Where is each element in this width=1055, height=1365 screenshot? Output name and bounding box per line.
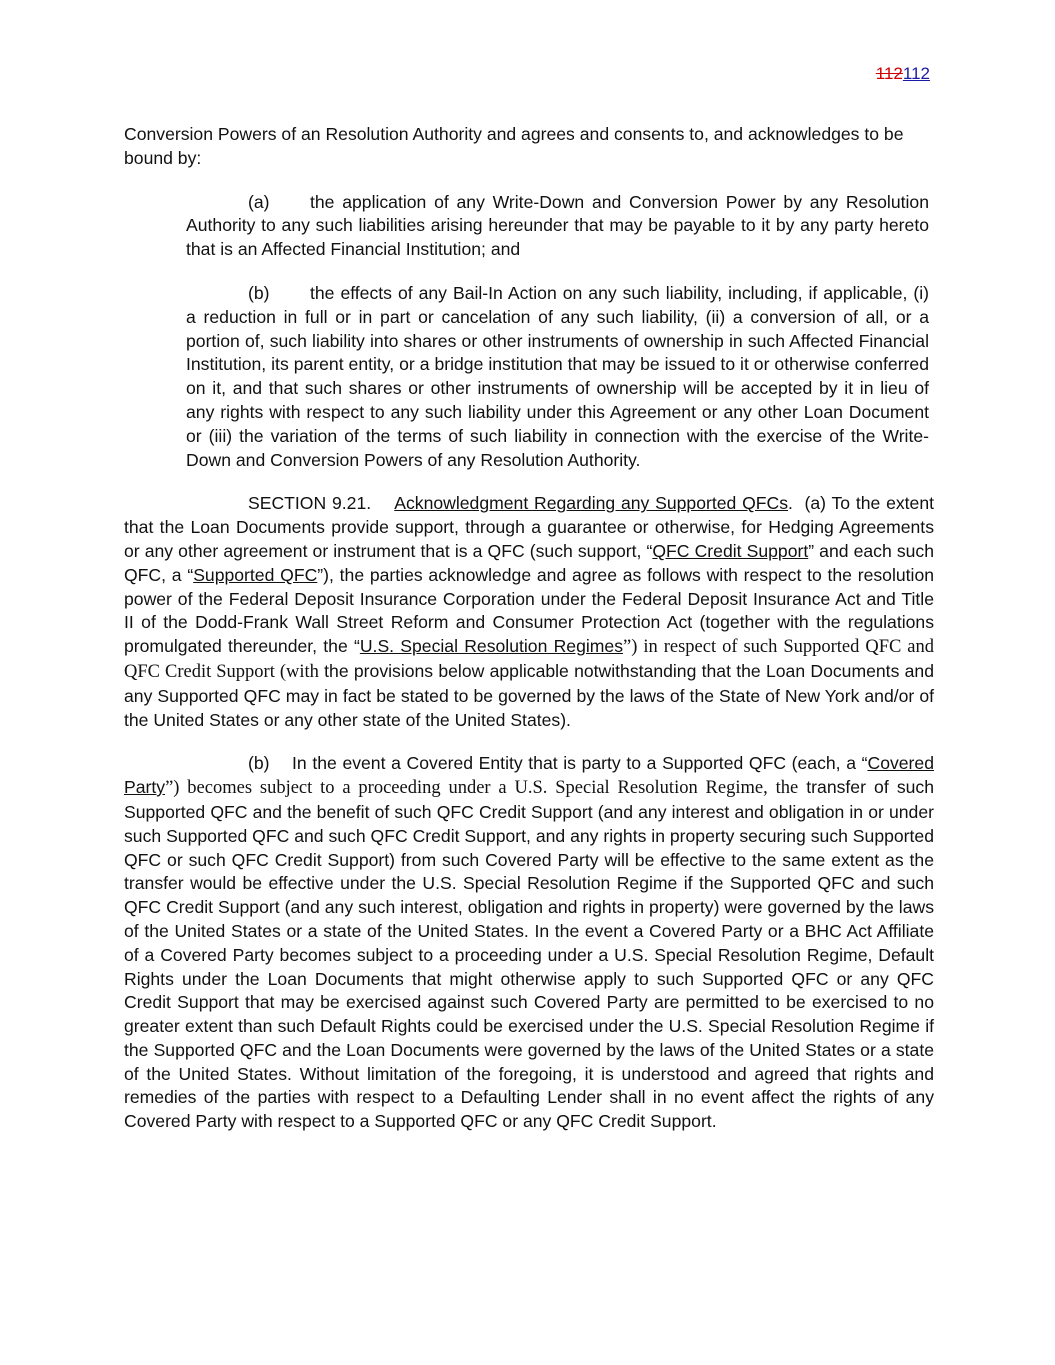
sub-b-text-2: ”) becomes subject to a proceeding under a U.S. Special Resolution Regime, the (165, 778, 799, 799)
sub-a-label: (a) (804, 493, 826, 514)
sub-b-label: (b) (248, 753, 270, 774)
sub-b-text-1: In the event a Covered Entity that is party to a Supported QFC (each, a “ (292, 753, 868, 774)
sub-a-text-1: To the extent that the Loan Documents provide support, through a guarantee or otherwise, for Hedging Agreements or any other agreement or instrument that is a QFC (such support, “ (124, 493, 934, 561)
section-heading-period: . (788, 493, 793, 514)
item-a-paragraph (186, 191, 929, 262)
page-number (876, 63, 930, 85)
document-body (124, 123, 934, 1154)
sub-a-text-2: ” and each such QFC, a “ (124, 540, 934, 585)
sub-a-text-3: ”), the parties acknowledge and agree as follows with respect to the resolution power of the Federal Deposit Insurance Corporation under the Federal Deposit Insurance Act and Title II of the Dodd-Frank Wall Street Reform and Consumer Protection Act (together with the regulations promulgated thereunder, the “ (124, 564, 935, 657)
defined-term-us-special-resolution-regimes: U.S. Special Resolution Regimes (359, 636, 624, 657)
page-number-inserted: 112 (902, 64, 930, 83)
sub-b-text-3: transfer of such Supported QFC and the benefit of such QFC Credit Support (and any interest and obligation in or under such Supported QFC and such QFC Credit Support, and any rights in property securing such Supported QFC or such QFC Credit Support) from such Covered Party will be effective to the same extent as the transfer would be effective under the U.S. Special Resolution Regime if the Supported QFC and such QFC Credit Support (and any such interest, obligation and rights in property) were governed by the laws of the United States or a state of the United States. In the event a Covered Party or a BHC Act Affiliate of a Covered Party becomes subject to a proceeding under a U.S. Special Resolution Regime, Default Rights under the Loan Documents that might otherwise apply to such Supported QFC or any QFC Credit Support that may be exercised against such Covered Party are permitted to be exercised to no greater extent than such Default Rights could be exercised under the U.S. Special Resolution Regime if the Supported QFC and the Loan Documents were governed by the laws of the United States or a state of the United States. Without limitation of the foregoing, it is understood and agreed that rights and remedies of the parties with respect to a Defaulting Lender shall in no event affect the rights of any Covered Party with respect to a Supported QFC or any QFC Credit Support. (124, 777, 934, 1132)
section-number: SECTION 9.21. (248, 493, 372, 514)
section-9-21-paragraph-a (124, 492, 934, 732)
item-b-paragraph (186, 282, 929, 472)
item-b-label: (b) (248, 282, 270, 303)
sub-a-text-5: the provisions below applicable notwithstanding that the Loan Documents and any Supported QFC may in fact be stated to be governed by the laws of the State of New York and/or of the United States or any other state of the United States). (124, 660, 934, 730)
section-heading: Acknowledgment Regarding any Supported QFCs (394, 493, 789, 514)
item-a-text: the application of any Write-Down and Conversion Power by any Resolution Authority to any such liabilities arising hereunder that may be payable to it by any party hereto that is an Affected Financial Institution; and (186, 191, 929, 260)
page-number-deleted: 112 (875, 64, 903, 83)
sub-a-text-4: ”) in respect of such Supported QFC and QFC Credit Support (with (124, 637, 935, 682)
item-a-label: (a) (248, 191, 270, 212)
defined-term-qfc-credit-support: QFC Credit Support (652, 540, 809, 561)
section-9-21-paragraph-b (124, 752, 934, 1134)
item-b-text: the effects of any Bail-In Action on any such liability, including, if applicable, (i) a reduction in full or in part or cancelation of any such liability, (ii) a conversion of all, or a portion of, such liability into shares or other instruments of ownership in such Affected Financial Institution, its parent entity, or a bridge institution that may be issued to it or otherwise conferred on it, and that such shares or other instruments of ownership will be accepted by it in lieu of any rights with respect to any such liability under this Agreement or any other Loan Document or (iii) the variation of the terms of such liability in connection with the exercise of the Write-Down and Conversion Powers of any Resolution Authority. (186, 282, 929, 470)
defined-term-covered-party: Covered Party (124, 753, 934, 798)
defined-term-supported-qfc: Supported QFC (193, 564, 318, 585)
intro-paragraph: Conversion Powers of an Resolution Authority and agrees and consents to, and acknowledges to be bound by: (124, 124, 904, 168)
